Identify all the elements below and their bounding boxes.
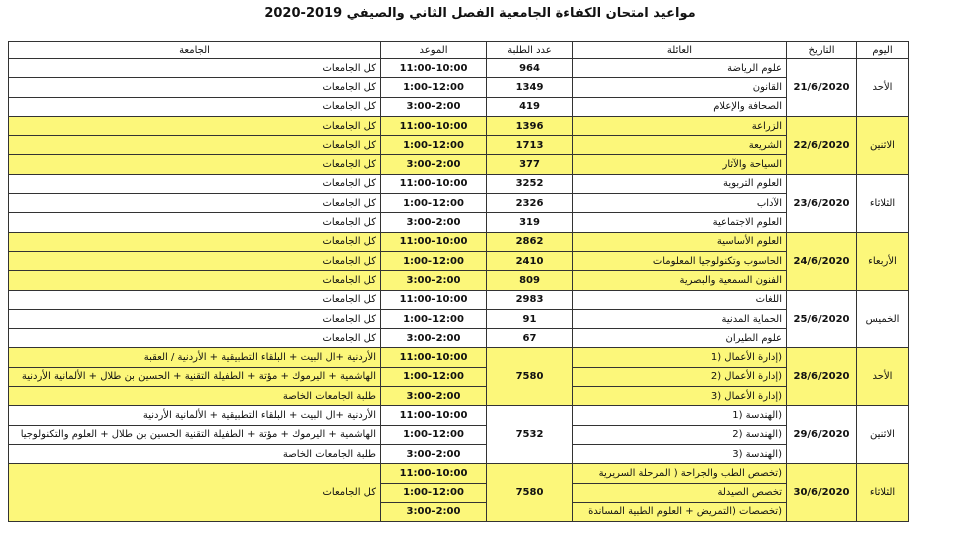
header-row: [9, 42, 909, 59]
family-cell: الشريعة: [573, 136, 787, 155]
table-row: [9, 78, 909, 97]
university-cell: كل الجامعات: [9, 271, 381, 290]
document-title: مواعيد امتحان الكفاءة الجامعية الفصل الثاني والصيفي 2019-2020: [264, 6, 696, 21]
university-cell: كل الجامعات: [9, 290, 381, 309]
date-cell: 28/6/2020: [787, 348, 857, 406]
date-cell: 21/6/2020: [787, 59, 857, 117]
time-cell: 1:00-12:00: [381, 309, 487, 328]
family-cell: (الهندسة (1: [573, 406, 787, 425]
time-cell: 1:00-12:00: [381, 78, 487, 97]
table-row: [9, 97, 909, 116]
student-count-cell: 1713: [487, 136, 573, 155]
day-cell: الأربعاء: [857, 232, 909, 290]
family-cell: القانون: [573, 78, 787, 97]
table-row: [9, 425, 909, 444]
university-cell: كل الجامعات: [9, 464, 381, 522]
table-row: [9, 406, 909, 425]
student-count-cell: 7580: [487, 348, 573, 406]
time-cell: 3:00-2:00: [381, 213, 487, 232]
date-cell: 30/6/2020: [787, 464, 857, 522]
date-cell: 29/6/2020: [787, 406, 857, 464]
time-cell: 3:00-2:00: [381, 444, 487, 463]
university-cell: كل الجامعات: [9, 309, 381, 328]
student-count-cell: 2326: [487, 194, 573, 213]
university-cell: كل الجامعات: [9, 97, 381, 116]
family-cell: الزراعة: [573, 116, 787, 135]
time-cell: 3:00-2:00: [381, 155, 487, 174]
university-cell: كل الجامعات: [9, 174, 381, 193]
day-cell: الأحد: [857, 59, 909, 117]
table-row: [9, 444, 909, 463]
time-cell: 11:00-10:00: [381, 174, 487, 193]
student-count-cell: 91: [487, 309, 573, 328]
day-cell: الاثنين: [857, 406, 909, 464]
family-cell: اللغات: [573, 290, 787, 309]
time-cell: 3:00-2:00: [381, 502, 487, 521]
student-count-cell: 2410: [487, 251, 573, 270]
university-cell: طلبة الجامعات الخاصة: [9, 387, 381, 406]
family-cell: (إدارة الأعمال (1: [573, 348, 787, 367]
university-cell: كل الجامعات: [9, 329, 381, 348]
table-row: [9, 367, 909, 386]
header-university: الجامعة: [9, 42, 381, 59]
table-row: [9, 59, 909, 78]
table-row: [9, 251, 909, 270]
table-row: [9, 464, 909, 483]
family-cell: علوم الرياضة: [573, 59, 787, 78]
family-cell: تخصص الصيدلة: [573, 483, 787, 502]
time-cell: 1:00-12:00: [381, 425, 487, 444]
time-cell: 1:00-12:00: [381, 251, 487, 270]
table-row: [9, 136, 909, 155]
time-cell: 1:00-12:00: [381, 483, 487, 502]
header-count: عدد الطلبة: [487, 42, 573, 59]
university-cell: كل الجامعات: [9, 59, 381, 78]
header-date: التاريخ: [787, 42, 857, 59]
table-row: [9, 232, 909, 251]
header-time: الموعد: [381, 42, 487, 59]
header-family: العائلة: [573, 42, 787, 59]
family-cell: السياحة والآثار: [573, 155, 787, 174]
table-row: [9, 387, 909, 406]
family-cell: الآداب: [573, 194, 787, 213]
university-cell: الأردنية +ال البيت + البلقاء التطبيقية + الأردنية / العقبة: [9, 348, 381, 367]
university-cell: الهاشمية + اليرموك + مؤتة + الطفيلة التقنية الحسين بن طلال + العلوم والتكنولوجيا: [9, 425, 381, 444]
table-row: [9, 174, 909, 193]
university-cell: كل الجامعات: [9, 136, 381, 155]
family-cell: (الهندسة (3: [573, 444, 787, 463]
time-cell: 11:00-10:00: [381, 116, 487, 135]
day-cell: الاثنين: [857, 116, 909, 174]
family-cell: (إدارة الأعمال (3: [573, 387, 787, 406]
day-cell: الثلاثاء: [857, 174, 909, 232]
family-cell: علوم الطيران: [573, 329, 787, 348]
table-row: [9, 194, 909, 213]
table-row: [9, 271, 909, 290]
family-cell: الحاسوب وتكنولوجيا المعلومات: [573, 251, 787, 270]
time-cell: 11:00-10:00: [381, 464, 487, 483]
time-cell: 3:00-2:00: [381, 271, 487, 290]
time-cell: 11:00-10:00: [381, 290, 487, 309]
university-cell: كل الجامعات: [9, 155, 381, 174]
time-cell: 1:00-12:00: [381, 194, 487, 213]
time-cell: 3:00-2:00: [381, 387, 487, 406]
student-count-cell: 809: [487, 271, 573, 290]
student-count-cell: 3252: [487, 174, 573, 193]
table-row: [9, 213, 909, 232]
student-count-cell: 2862: [487, 232, 573, 251]
family-cell: العلوم الأساسية: [573, 232, 787, 251]
day-cell: الأحد: [857, 348, 909, 406]
table-row: [9, 155, 909, 174]
day-cell: الثلاثاء: [857, 464, 909, 522]
family-cell: الفنون السمعية والبصرية: [573, 271, 787, 290]
university-cell: الأردنية +ال البيت + البلقاء التطبيقية + الألمانية الأردنية: [9, 406, 381, 425]
table-row: [9, 329, 909, 348]
day-cell: الخميس: [857, 290, 909, 348]
family-cell: العلوم الاجتماعية: [573, 213, 787, 232]
table-row: [9, 348, 909, 367]
exam-schedule-table: [8, 41, 909, 522]
family-cell: العلوم التربوية: [573, 174, 787, 193]
university-cell: الهاشمية + اليرموك + مؤتة + الطفيلة التقنية + الحسين بن طلال + الألمانية الأردنية: [9, 367, 381, 386]
student-count-cell: 7532: [487, 406, 573, 464]
university-cell: كل الجامعات: [9, 194, 381, 213]
date-cell: 23/6/2020: [787, 174, 857, 232]
time-cell: 11:00-10:00: [381, 348, 487, 367]
student-count-cell: 964: [487, 59, 573, 78]
date-cell: 24/6/2020: [787, 232, 857, 290]
university-cell: كل الجامعات: [9, 116, 381, 135]
table-row: [9, 290, 909, 309]
table-row: [9, 116, 909, 135]
time-cell: 1:00-12:00: [381, 367, 487, 386]
family-cell: (الهندسة (2: [573, 425, 787, 444]
header-day: اليوم: [857, 42, 909, 59]
family-cell: (تخصصات (التمريض + العلوم الطبية المساندة: [573, 502, 787, 521]
student-count-cell: 1396: [487, 116, 573, 135]
university-cell: كل الجامعات: [9, 232, 381, 251]
student-count-cell: 67: [487, 329, 573, 348]
student-count-cell: 419: [487, 97, 573, 116]
time-cell: 1:00-12:00: [381, 136, 487, 155]
university-cell: طلبة الجامعات الخاصة: [9, 444, 381, 463]
time-cell: 3:00-2:00: [381, 97, 487, 116]
time-cell: 3:00-2:00: [381, 329, 487, 348]
time-cell: 11:00-10:00: [381, 232, 487, 251]
student-count-cell: 7580: [487, 464, 573, 522]
time-cell: 11:00-10:00: [381, 59, 487, 78]
student-count-cell: 377: [487, 155, 573, 174]
university-cell: كل الجامعات: [9, 213, 381, 232]
date-cell: 25/6/2020: [787, 290, 857, 348]
student-count-cell: 319: [487, 213, 573, 232]
student-count-cell: 1349: [487, 78, 573, 97]
student-count-cell: 2983: [487, 290, 573, 309]
date-cell: 22/6/2020: [787, 116, 857, 174]
table-row: [9, 309, 909, 328]
family-cell: الحماية المدنية: [573, 309, 787, 328]
family-cell: الصحافة والإعلام: [573, 97, 787, 116]
schedule-body: [9, 59, 909, 522]
time-cell: 11:00-10:00: [381, 406, 487, 425]
university-cell: كل الجامعات: [9, 251, 381, 270]
family-cell: (إدارة الأعمال (2: [573, 367, 787, 386]
family-cell: (تخصص الطب والجراحة ( المرحلة السريرية: [573, 464, 787, 483]
university-cell: كل الجامعات: [9, 78, 381, 97]
